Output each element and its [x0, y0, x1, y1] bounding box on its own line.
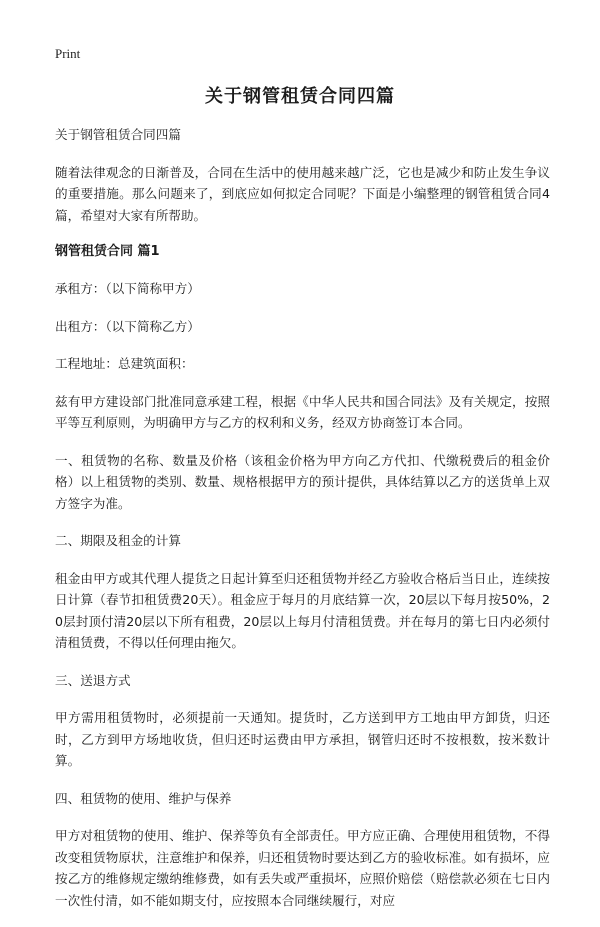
preamble-paragraph: 兹有甲方建设部门批准同意承建工程，根据《中华人民共和国合同法》及有关规定，按照平等互利原则，为明确甲方与乙方的权利和义务，经双方协商签订本合同。	[55, 393, 550, 430]
clause-3-heading: 三、送退方式	[55, 672, 131, 688]
clause-2-paragraph: 租金由甲方或其代理人提货之日起计算至归还租赁物并经乙方验收合格后当日止，连续按日计算（春节扣租赁费20天）。租金应于每月的月底结算一次，20层以下每月按50%，20层封顶付清20层以下所有租费，20层以上每月付清租赁费。并在每月的第七日内必须付清租赁费，不得以任何理由拖欠。	[55, 570, 550, 650]
intro-paragraph: 随着法律观念的日渐普及，合同在生活中的使用越来越广泛，它也是减少和防止发生争议的重要措施。那么问题来了，到底应如何拟定合同呢？下面是小编整理的钢管租赁合同4篇，希望对大家有所帮助。	[55, 164, 550, 223]
lessor-line: 出租方：（以下简称乙方）	[55, 318, 200, 334]
clause-3-paragraph: 甲方需用租赁物时，必须提前一天通知。提货时，乙方送到甲方工地由甲方卸货，归还时，乙方到甲方场地收货，但归还时运费由甲方承担，钢管归还时不按根数，按米数计算。	[55, 710, 550, 768]
clause-4-paragraph: 甲方对租赁物的使用、维护、保养等负有全部责任。甲方应正确、合理使用租赁物，不得改变租赁物原状，注意维护和保养，归还租赁物时要达到乙方的验收标准。如有损坏，应按乙方的维修规定缴纳维修费，如有丢失或严重损坏，应照价赔偿（赔偿款必须在七日内一次性付清，如不能如期支付，应按照本合同继续履行，对应	[55, 828, 550, 908]
print-link[interactable]: Print	[55, 46, 81, 61]
subtitle-paragraph: 关于钢管租赁合同四篇	[55, 127, 181, 142]
project-address-line: 工程地址：总建筑面积：	[55, 356, 194, 371]
clause-4-heading: 四、租赁物的使用、维护与保养	[55, 790, 232, 806]
document-body	[55, 124, 550, 927]
clause-1-paragraph: 一、租赁物的名称、数量及价格（该租金价格为甲方向乙方代扣、代缴税费后的租金价格）以上租赁物的类别、数量、规格根据甲方的预计提供，具体结算以乙方的送货单上双方签字为准。	[55, 452, 550, 511]
clause-2-heading: 二、期限及租金的计算	[55, 533, 181, 548]
document-title: 关于钢管租赁合同四篇	[205, 86, 395, 107]
section-heading: 钢管租赁合同 篇1	[55, 244, 160, 259]
lessee-line: 承租方：（以下简称甲方）	[55, 281, 200, 296]
